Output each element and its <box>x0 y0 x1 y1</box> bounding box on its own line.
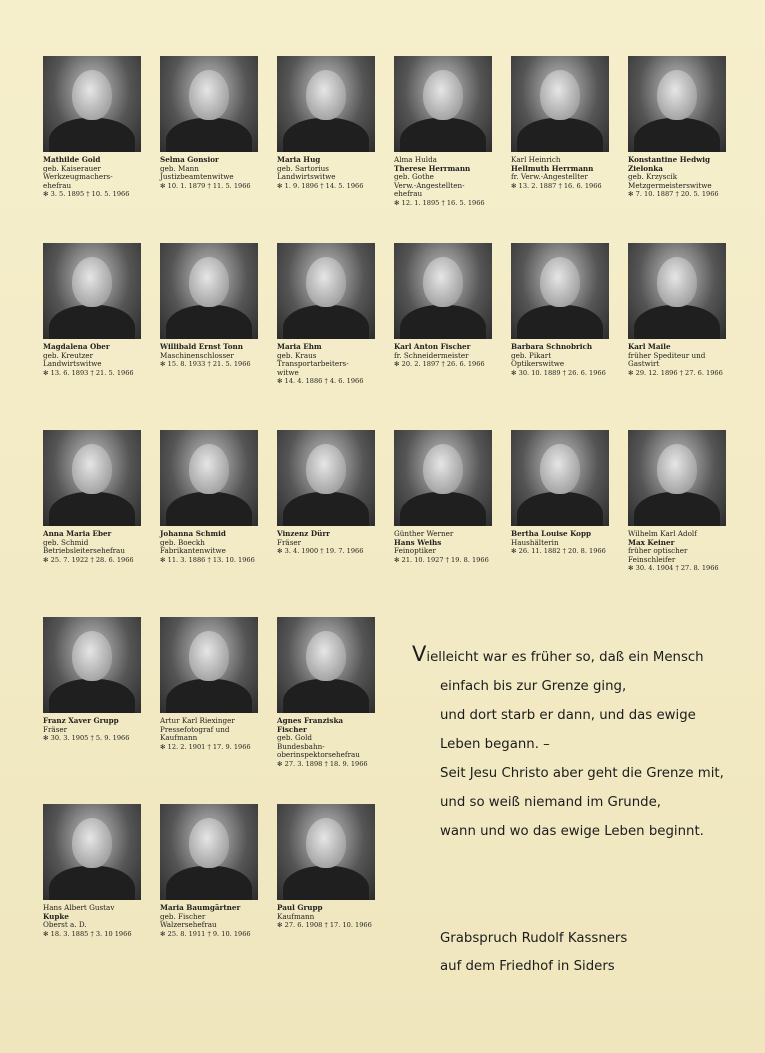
portrait-face <box>306 631 346 681</box>
portrait-caption <box>511 343 623 377</box>
caption-line: geb. Mann <box>160 163 199 173</box>
portrait-caption <box>160 904 272 938</box>
caption-line: früher optischer <box>628 546 688 556</box>
portrait-card <box>511 243 628 430</box>
portrait-caption <box>394 156 506 208</box>
life-dates: ✻ 12. 2. 1901 † 17. 9. 1966 <box>160 742 251 751</box>
portrait-face <box>72 444 112 494</box>
portrait-caption <box>628 156 740 199</box>
portrait-photo <box>277 56 375 152</box>
person-name: Zielonka <box>628 163 663 173</box>
portrait-shoulders <box>517 118 603 152</box>
portrait-card <box>160 804 277 991</box>
portrait-photo <box>160 56 258 152</box>
portrait-caption <box>43 904 155 938</box>
portrait-card <box>277 804 394 991</box>
portrait-photo <box>160 804 258 900</box>
portrait-face <box>189 444 229 494</box>
portrait-caption <box>628 530 740 573</box>
person-name: Karl Anton Fischer <box>394 342 471 351</box>
life-dates: ✻ 18. 3. 1885 † 3. 10 1966 <box>43 929 132 938</box>
quote-attribution <box>440 925 627 981</box>
portrait-photo <box>160 430 258 526</box>
portrait-photo <box>160 243 258 339</box>
life-dates: ✻ 30. 10. 1889 † 26. 6. 1966 <box>511 368 606 377</box>
caption-line: Kaufmann <box>277 911 315 921</box>
portrait-caption <box>160 717 272 751</box>
portrait-card <box>43 243 160 430</box>
life-dates: ✻ 25. 8. 1911 † 9. 10. 1966 <box>160 929 251 938</box>
portrait-photo <box>43 617 141 713</box>
portrait-shoulders <box>634 305 720 339</box>
portrait-shoulders <box>283 305 369 339</box>
portrait-shoulders <box>166 866 252 900</box>
portrait-photo <box>277 804 375 900</box>
portrait-shoulders <box>400 118 486 152</box>
portrait-shoulders <box>517 492 603 526</box>
portrait-shoulders <box>49 679 135 713</box>
caption-line: Wilhelm Karl Adolf <box>628 529 697 538</box>
portrait-caption <box>43 343 155 377</box>
caption-line: früher Spediteur und <box>628 350 706 360</box>
portrait-photo <box>511 243 609 339</box>
quote-initial: V <box>412 642 427 666</box>
caption-line: geb. Pikart <box>511 350 552 360</box>
portrait-photo <box>43 430 141 526</box>
portrait-photo <box>277 430 375 526</box>
person-name: Paul Grupp <box>277 903 323 912</box>
caption-line: fr. Schneidermeister <box>394 350 469 360</box>
caption-line: Landwirtswitwe <box>43 359 102 369</box>
portrait-shoulders <box>166 492 252 526</box>
portrait-caption <box>628 343 740 377</box>
portrait-shoulders <box>400 492 486 526</box>
person-name: Barbara Schnobrich <box>511 342 593 351</box>
portrait-caption <box>394 530 506 564</box>
portrait-caption <box>277 904 389 930</box>
portrait-face <box>657 70 697 120</box>
portrait-face <box>189 631 229 681</box>
portrait-caption <box>277 717 389 769</box>
attribution-line-1: Grabspruch Rudolf Kassners <box>440 931 628 946</box>
portrait-face <box>540 257 580 307</box>
portrait-face <box>657 257 697 307</box>
portrait-card <box>277 56 394 243</box>
caption-line: Bundesbahn- <box>277 741 325 751</box>
caption-line: Werkzeugmachers- <box>43 172 113 182</box>
portrait-face <box>72 631 112 681</box>
portrait-caption <box>43 717 155 743</box>
portrait-shoulders <box>166 118 252 152</box>
portrait-face <box>72 70 112 120</box>
life-dates: ✻ 11. 3. 1886 † 13. 10. 1966 <box>160 555 255 564</box>
caption-line: geb. Sartorius <box>277 163 329 173</box>
caption-line: Kaufmann <box>160 733 198 743</box>
portrait-photo <box>43 804 141 900</box>
portrait-shoulders <box>517 305 603 339</box>
portrait-caption <box>43 530 155 564</box>
caption-line: ehefrau <box>394 189 423 199</box>
life-dates: ✻ 25. 7. 1922 † 28. 6. 1966 <box>43 555 134 564</box>
quote-block <box>412 640 742 846</box>
life-dates: ✻ 10. 1. 1879 † 11. 5. 1966 <box>160 181 251 190</box>
person-name: Vinzenz Dürr <box>277 529 330 538</box>
portrait-photo <box>511 430 609 526</box>
person-name: Maria Ehm <box>277 342 322 351</box>
person-name: Max Keiner <box>628 537 675 547</box>
life-dates: ✻ 14. 4. 1886 † 4. 6. 1966 <box>277 377 364 386</box>
life-dates: ✻ 21. 10. 1927 † 19. 8. 1966 <box>394 555 489 564</box>
portrait-face <box>306 818 346 868</box>
caption-line: oberinspektorsehefrau <box>277 750 360 760</box>
life-dates: ✻ 27. 6. 1908 † 17. 10. 1966 <box>277 921 372 930</box>
portrait-face <box>657 444 697 494</box>
portrait-shoulders <box>49 118 135 152</box>
portrait-card <box>43 617 160 804</box>
portrait-face <box>306 257 346 307</box>
portrait-face <box>306 70 346 120</box>
portrait-card <box>394 243 511 430</box>
portrait-card <box>511 430 628 617</box>
portrait-photo <box>160 617 258 713</box>
caption-line: witwe <box>277 367 299 377</box>
portrait-photo <box>43 243 141 339</box>
life-dates: ✻ 30. 4. 1904 † 27. 8. 1966 <box>628 564 719 573</box>
portrait-shoulders <box>634 492 720 526</box>
portrait-caption <box>160 156 272 190</box>
portrait-photo <box>277 617 375 713</box>
caption-line: Walzersehefrau <box>160 920 217 930</box>
portrait-card <box>394 56 511 243</box>
life-dates: ✻ 12. 1. 1895 † 16. 5. 1966 <box>394 198 485 207</box>
portrait-card <box>628 243 745 430</box>
person-name: Maria Baumgärtner <box>160 903 241 912</box>
portrait-caption <box>277 343 389 386</box>
life-dates: ✻ 3. 5. 1895 † 10. 5. 1966 <box>43 190 130 199</box>
portrait-face <box>189 818 229 868</box>
portrait-grid <box>43 56 745 991</box>
person-name: Kupke <box>43 911 69 921</box>
portrait-face <box>189 70 229 120</box>
life-dates: ✻ 29. 12. 1896 † 27. 6. 1966 <box>628 368 723 377</box>
person-name: Magdalena Ober <box>43 342 110 351</box>
person-name: Hans Weihs <box>394 537 442 547</box>
caption-line: Transportarbeiters- <box>277 359 349 369</box>
life-dates: ✻ 13. 2. 1887 † 16. 6. 1966 <box>511 181 602 190</box>
portrait-caption <box>160 343 272 369</box>
person-name: Franz Xaver Grupp <box>43 716 119 725</box>
person-name: Anna Maria Eber <box>43 529 112 538</box>
caption-line: Artur Karl Riexinger <box>160 716 235 725</box>
person-name: Johanna Schmid <box>160 529 226 538</box>
portrait-card <box>160 243 277 430</box>
portrait-shoulders <box>283 492 369 526</box>
caption-line: Optikerswitwe <box>511 359 565 369</box>
caption-line: Hans Albert Gustav <box>43 903 115 912</box>
caption-line: Alma Hulda <box>394 155 437 164</box>
portrait-photo <box>394 243 492 339</box>
caption-line: Verw.-Angestellten- <box>394 180 465 190</box>
quote-line-4: Leben begann. – <box>440 737 550 752</box>
quote-line-7: wann und wo das ewige Leben beginnt. <box>440 824 704 839</box>
portrait-card <box>277 617 394 804</box>
portrait-card <box>43 56 160 243</box>
portrait-photo <box>277 243 375 339</box>
portrait-shoulders <box>49 305 135 339</box>
life-dates: ✻ 27. 3. 1898 † 18. 9. 1966 <box>277 759 368 768</box>
portrait-card <box>628 56 745 243</box>
portrait-caption <box>43 156 155 199</box>
portrait-shoulders <box>283 679 369 713</box>
portrait-card <box>394 430 511 617</box>
caption-line: Landwirtswitwe <box>277 172 336 182</box>
life-dates: ✻ 20. 2. 1897 † 26. 6. 1966 <box>394 360 485 369</box>
life-dates: ✻ 1. 9. 1896 † 14. 5. 1966 <box>277 181 364 190</box>
portrait-caption <box>277 156 389 190</box>
caption-line: geb. Kraus <box>277 350 317 360</box>
quote-line-6: und so weiß niemand im Grunde, <box>440 795 662 810</box>
caption-line: Maschinenschlosser <box>160 350 234 360</box>
quote-line-1: Vielleicht war es früher so, daß ein Mensch <box>412 642 704 666</box>
quote-line-3: und dort starb er dann, und das ewige <box>440 708 696 723</box>
caption-line: Haushälterin <box>511 537 559 547</box>
portrait-face <box>306 444 346 494</box>
caption-line: Pressefotograf und <box>160 724 230 734</box>
portrait-face <box>540 444 580 494</box>
life-dates: ✻ 7. 10. 1887 † 20. 5. 1966 <box>628 190 719 199</box>
portrait-face <box>189 257 229 307</box>
portrait-photo <box>628 430 726 526</box>
portrait-shoulders <box>283 118 369 152</box>
quote-line-2: einfach bis zur Grenze ging, <box>440 679 627 694</box>
portrait-photo <box>43 56 141 152</box>
portrait-shoulders <box>49 866 135 900</box>
person-name: Willibald Ernst Tonn <box>160 342 243 351</box>
portrait-card <box>160 617 277 804</box>
caption-line: Günther Werner <box>394 529 454 538</box>
life-dates: ✻ 13. 6. 1893 † 21. 5. 1966 <box>43 368 134 377</box>
caption-line: Feinschleifer <box>628 554 676 564</box>
caption-line: Justizbeamtenwitwe <box>160 172 234 182</box>
quote-line-5: Seit Jesu Christo aber geht die Grenze mit, <box>440 766 724 781</box>
portrait-face <box>540 70 580 120</box>
portrait-photo <box>394 430 492 526</box>
caption-line: ehefrau <box>43 180 72 190</box>
person-name: Maria Hug <box>277 155 321 164</box>
caption-line: geb. Gold <box>277 733 312 743</box>
portrait-card <box>43 804 160 991</box>
portrait-face <box>72 818 112 868</box>
caption-line: geb. Boeckh <box>160 537 205 547</box>
portrait-caption <box>160 530 272 564</box>
portrait-card <box>277 430 394 617</box>
portrait-face <box>423 70 463 120</box>
caption-line: geb. Kreutzer <box>43 350 94 360</box>
portrait-card <box>160 430 277 617</box>
life-dates: ✻ 3. 4. 1900 † 19. 7. 1966 <box>277 547 364 556</box>
caption-line: Fabrikantenwitwe <box>160 546 226 556</box>
caption-line: geb. Krzyscik <box>628 172 678 182</box>
portrait-shoulders <box>400 305 486 339</box>
portrait-shoulders <box>634 118 720 152</box>
portrait-card <box>160 56 277 243</box>
caption-line: geb. Fischer <box>160 911 206 921</box>
attribution-line-2: auf dem Friedhof in Siders <box>440 959 615 974</box>
caption-line: Fräser <box>43 724 68 734</box>
portrait-card <box>277 243 394 430</box>
portrait-card <box>511 56 628 243</box>
life-dates: ✻ 30. 3. 1905 † 5. 9. 1966 <box>43 734 130 743</box>
caption-line: Metzgermeisterswitwe <box>628 180 712 190</box>
caption-line: Karl Heinrich <box>511 155 561 164</box>
caption-line: Oberst a. D. <box>43 920 87 930</box>
portrait-photo <box>394 56 492 152</box>
person-name: Therese Herrmann <box>394 163 471 173</box>
person-name: Karl Maile <box>628 342 671 351</box>
portrait-caption <box>511 530 623 556</box>
portrait-card <box>628 430 745 617</box>
person-name: Agnes Franziska <box>277 716 344 725</box>
portrait-caption <box>394 343 506 369</box>
portrait-caption <box>277 530 389 556</box>
person-name: Mathilde Gold <box>43 155 101 164</box>
portrait-face <box>72 257 112 307</box>
person-name: Fischer <box>277 724 307 734</box>
portrait-photo <box>628 56 726 152</box>
portrait-face <box>423 444 463 494</box>
portrait-shoulders <box>166 305 252 339</box>
person-name: Selma Gonsior <box>160 155 219 164</box>
portrait-shoulders <box>283 866 369 900</box>
caption-line: Gastwirt <box>628 359 660 369</box>
caption-line: Fräser <box>277 537 302 547</box>
caption-line: fr. Verw.-Angestellter <box>511 172 588 182</box>
caption-line: Betriebsleitersehefrau <box>43 546 125 556</box>
portrait-face <box>423 257 463 307</box>
portrait-photo <box>628 243 726 339</box>
life-dates: ✻ 15. 8. 1933 † 21. 5. 1966 <box>160 360 251 369</box>
portrait-card <box>43 430 160 617</box>
caption-line: geb. Schmid <box>43 537 89 547</box>
caption-line: Feinoptiker <box>394 546 436 556</box>
portrait-photo <box>511 56 609 152</box>
person-name: Konstantine Hedwig <box>628 155 711 164</box>
portrait-caption <box>511 156 623 190</box>
caption-line: geb. Gothe <box>394 172 434 182</box>
portrait-shoulders <box>49 492 135 526</box>
caption-line: geb. Kaiserauer <box>43 163 101 173</box>
person-name: Hellmuth Herrmann <box>511 163 594 173</box>
life-dates: ✻ 26. 11. 1882 † 20. 8. 1966 <box>511 547 606 556</box>
portrait-shoulders <box>166 679 252 713</box>
person-name: Bertha Louise Kopp <box>511 529 591 538</box>
